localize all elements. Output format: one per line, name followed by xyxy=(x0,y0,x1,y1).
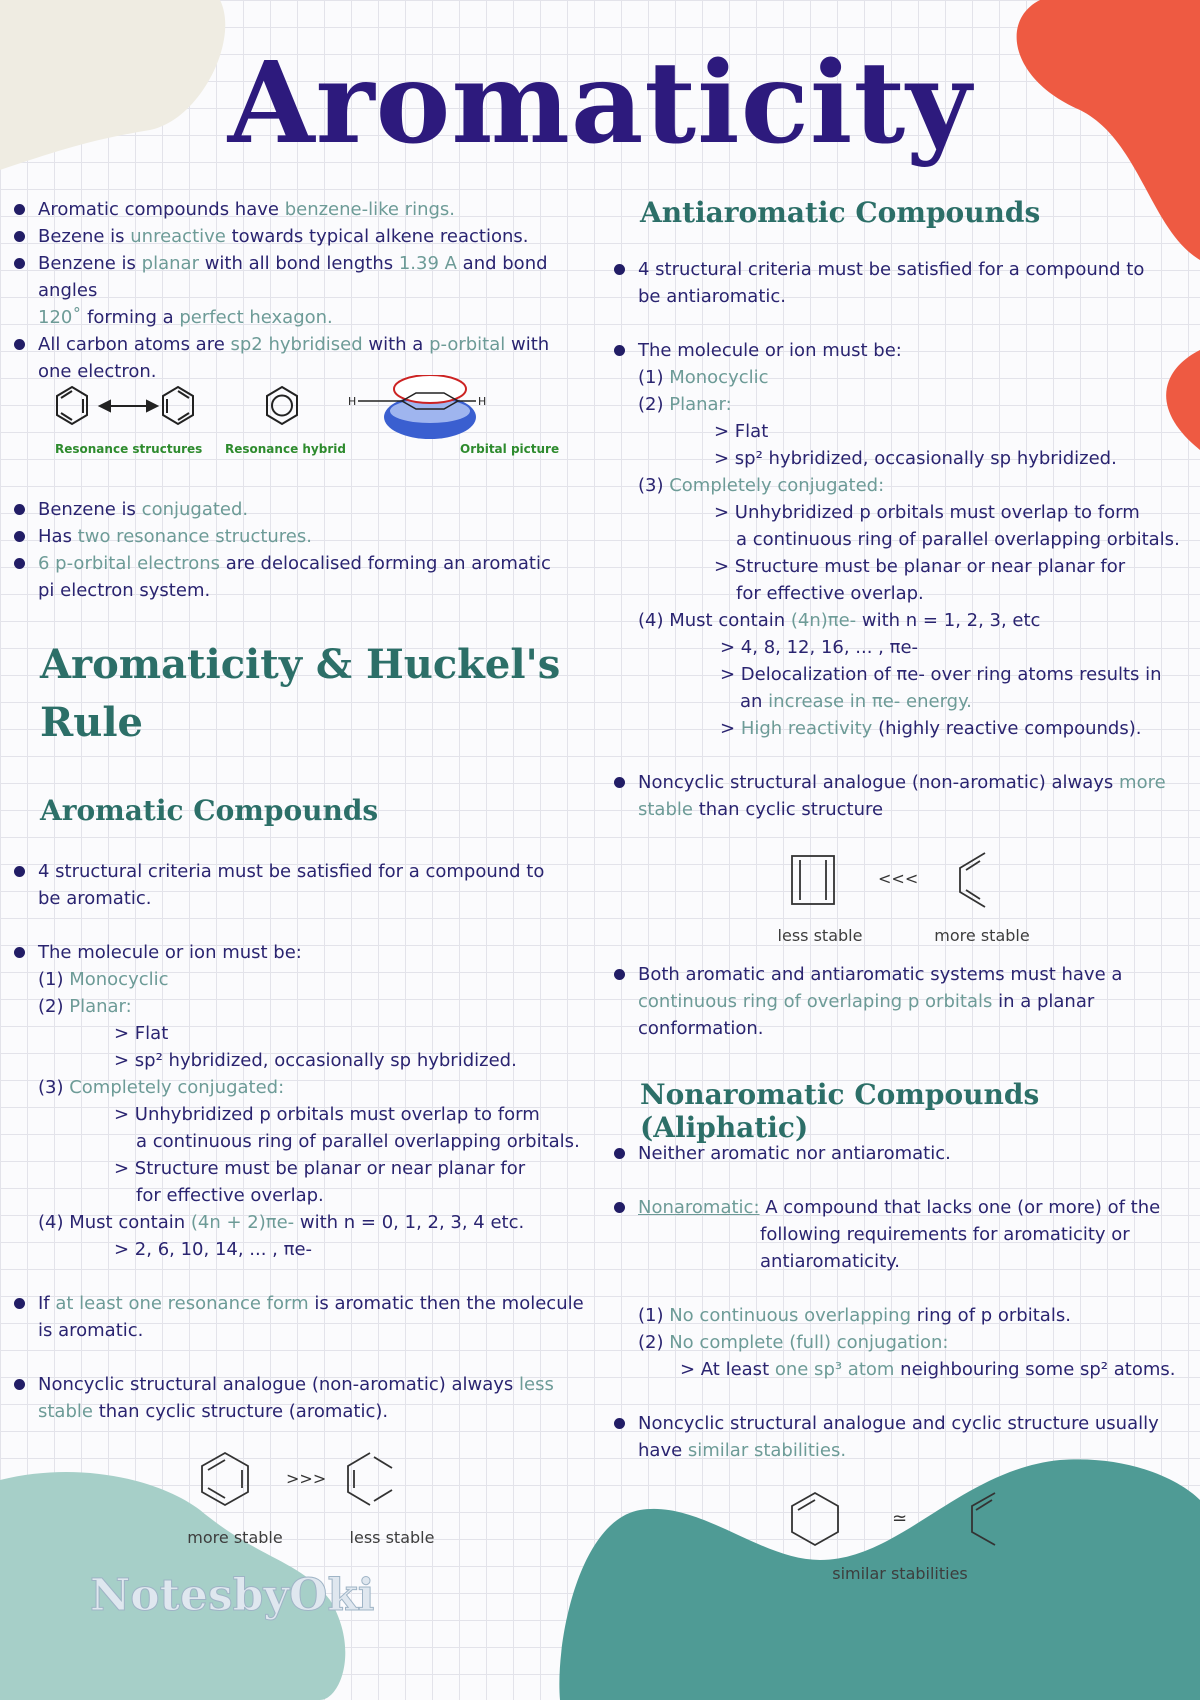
nonaromatic-req-2-sub: > At least one sp³ atom neighbouring some sp² atoms. xyxy=(680,1359,1176,1380)
hydrogen-label-right: H xyxy=(478,395,487,408)
bullet-noncyclic: Noncyclic structural analogue (non-aromatic) always less xyxy=(14,1371,594,1398)
anti-criterion-4-seq: > 4, 8, 12, 16, ... , πe- xyxy=(720,637,919,658)
right-column-2 xyxy=(614,961,1194,1042)
anti-criterion-3-structure: > Structure must be planar or near planar for xyxy=(714,556,1126,577)
bullet-nonaromatic-def: Nonaromatic: A compound that lacks one (or more) of the xyxy=(614,1194,1194,1221)
anti-bullet-molecule-must: The molecule or ion must be: xyxy=(614,337,1194,364)
caption-similar-stabilities: similar stabilities xyxy=(832,1564,968,1583)
anti-criterion-2-sp2: > sp² hybridized, occasionally sp hybridized. xyxy=(714,448,1117,469)
bullet-six-electrons-cont: pi electron system. xyxy=(38,580,211,601)
anti-criterion-3-unhyb-cont: a continuous ring of parallel overlapping orbitals. xyxy=(736,529,1180,550)
bullet-conjugated: Benzene is conjugated. xyxy=(14,496,594,523)
criterion-3-unhyb-cont: a continuous ring of parallel overlapping orbitals. xyxy=(136,1131,580,1152)
bullet-noncyclic-cont: stable than cyclic structure (aromatic). xyxy=(38,1401,389,1422)
left-column-2 xyxy=(14,496,594,604)
anti-criterion-4: (4) Must contain (4n)πe- with n = 1, 2, 3, etc xyxy=(638,610,1041,631)
aromatic-compounds-heading: Aromatic Compounds xyxy=(40,794,379,827)
anti-criterion-4-deloc: > Delocalization of πe- over ring atoms results in xyxy=(720,664,1162,685)
bullet-planar: Benzene is planar with all bond lengths 1.39 A and bond angles xyxy=(14,250,594,304)
anti-criterion-4-high: > High reactivity (highly reactive compounds). xyxy=(720,718,1142,739)
antiaromatic-heading: Antiaromatic Compounds xyxy=(640,196,1041,229)
approx-sign: ≃ xyxy=(892,1508,908,1529)
criterion-3-structure-cont: for effective overlap. xyxy=(136,1185,324,1206)
criterion-3: (3) Completely conjugated: xyxy=(38,1077,285,1098)
criterion-2: (2) Planar: xyxy=(38,996,132,1017)
right-column xyxy=(614,256,1194,823)
criterion-2-sp2: > sp² hybridized, occasionally sp hybridized. xyxy=(114,1050,517,1071)
bullet-sp2: All carbon atoms are sp2 hybridised with a p-orbital with xyxy=(14,331,594,358)
caption-resonance-hybrid: Resonance hybrid xyxy=(225,442,346,456)
cyclohexene-structure xyxy=(792,1493,838,1545)
bullet-similar: Noncyclic structural analogue and cyclic structure usually xyxy=(614,1410,1194,1437)
compare-sign: >>> xyxy=(286,1469,327,1488)
anti-compare-sign: <<< xyxy=(878,869,919,888)
bullet-six-electrons: 6 p-orbital electrons are delocalised forming an aromatic xyxy=(14,550,594,577)
anti-criterion-2: (2) Planar: xyxy=(638,394,732,415)
orbital-picture xyxy=(348,375,486,439)
hexatriene-structure xyxy=(348,1453,392,1505)
anti-criterion-1: (1) Monocyclic xyxy=(638,367,769,388)
caption-less-stable-hexatriene: less stable xyxy=(349,1528,435,1547)
aromatic-criteria xyxy=(14,858,594,1425)
criterion-2-flat: > Flat xyxy=(114,1023,169,1044)
bullet-sp2-cont: one electron. xyxy=(38,361,157,382)
nonaromatic-req-1: (1) No continuous overlapping ring of p orbitals. xyxy=(638,1305,1071,1326)
bullet-planar-cont: 120˚ forming a perfect hexagon. xyxy=(38,307,333,328)
anti-criterion-2-flat: > Flat xyxy=(714,421,769,442)
bullet-molecule-must: The molecule or ion must be: xyxy=(14,939,594,966)
bullet-similar-cont: have similar stabilities. xyxy=(638,1440,847,1461)
bullet-criteria: 4 structural criteria must be satisfied for a compound to xyxy=(14,858,594,885)
caption-resonance-structures: Resonance structures xyxy=(55,442,203,456)
nonaromatic-section xyxy=(614,1140,1194,1464)
huckel-heading: Aromaticity & Huckel's Rule xyxy=(40,641,561,746)
butadiene-structure xyxy=(960,853,985,907)
bullet-resonance-form-cont: is aromatic. xyxy=(38,1320,144,1341)
nonaromatic-heading: Nonaromatic Compounds (Aliphatic) xyxy=(640,1078,1040,1144)
anti-bullet-noncyclic: Noncyclic structural analogue (non-aromatic) always more xyxy=(614,769,1194,796)
hexadiene-structure xyxy=(972,1493,995,1545)
nonaromatic-req-2: (2) No complete (full) conjugation: xyxy=(638,1332,949,1353)
criterion-3-structure: > Structure must be planar or near planar for xyxy=(114,1158,526,1179)
anti-bullet-criteria: 4 structural criteria must be satisfied for a compound to xyxy=(614,256,1194,283)
resonance-arrow xyxy=(100,401,157,411)
bullet-both-systems-cont2: conformation. xyxy=(638,1018,764,1039)
criterion-3-unhyb: > Unhybridized p orbitals must overlap to form xyxy=(114,1104,540,1125)
criterion-4-seq: > 2, 6, 10, 14, ... , πe- xyxy=(114,1239,313,1260)
cyclobutadiene-structure xyxy=(792,856,834,904)
caption-more-stable-benzene: more stable xyxy=(187,1528,283,1547)
bullet-aromatic-rings: Aromatic compounds have benzene-like rings. xyxy=(14,196,594,223)
bullet-resonance-form: If at least one resonance form is aromatic then the molecule xyxy=(14,1290,594,1317)
resonance-hybrid xyxy=(267,387,297,424)
bullet-two-resonance: Has two resonance structures. xyxy=(14,523,594,550)
anti-bullet-criteria-cont: be antiaromatic. xyxy=(638,286,787,307)
caption-less-stable-cyclobutadiene: less stable xyxy=(777,926,863,945)
bullet-both-systems-cont: continuous ring of overlaping p orbitals in a planar xyxy=(638,991,1095,1012)
anti-bullet-noncyclic-cont: stable than cyclic structure xyxy=(638,799,884,820)
bullet-neither: Neither aromatic nor antiaromatic. xyxy=(614,1140,1194,1167)
left-column xyxy=(14,196,594,385)
criterion-4: (4) Must contain (4n + 2)πe- with n = 0, 1, 2, 3, 4 etc. xyxy=(38,1212,525,1233)
cyclobutadiene-vs-butadiene xyxy=(780,848,1000,918)
criterion-1: (1) Monocyclic xyxy=(38,969,169,990)
caption-more-stable-butadiene: more stable xyxy=(934,926,1030,945)
bullet-unreactive: Bezene is unreactive towards typical alkene reactions. xyxy=(14,223,594,250)
anti-criterion-3-unhyb: > Unhybridized p orbitals must overlap to form xyxy=(714,502,1140,523)
watermark: NotesbyOki xyxy=(90,1570,375,1621)
benzene-structure xyxy=(202,1453,248,1505)
anti-criterion-3-structure-cont: for effective overlap. xyxy=(736,583,924,604)
kekule-structure-2 xyxy=(163,387,193,424)
cyclohexene-vs-hexadiene xyxy=(780,1488,1020,1558)
page-title: Aromaticity xyxy=(227,38,973,169)
anti-criterion-4-deloc-cont: an increase in πe- energy. xyxy=(740,691,972,712)
bullet-both-systems: Both aromatic and antiaromatic systems must have a xyxy=(614,961,1194,988)
anti-criterion-3: (3) Completely conjugated: xyxy=(638,475,885,496)
benzene-vs-hexatriene xyxy=(190,1448,430,1518)
caption-orbital-picture: Orbital picture xyxy=(460,442,560,456)
bullet-criteria-cont: be aromatic. xyxy=(38,888,152,909)
hydrogen-label-left: H xyxy=(348,395,357,408)
kekule-structure-1 xyxy=(57,387,87,424)
nonaromatic-def-cont: following requirements for aromaticity or xyxy=(760,1224,1130,1245)
nonaromatic-def-cont2: antiaromaticity. xyxy=(760,1251,900,1272)
